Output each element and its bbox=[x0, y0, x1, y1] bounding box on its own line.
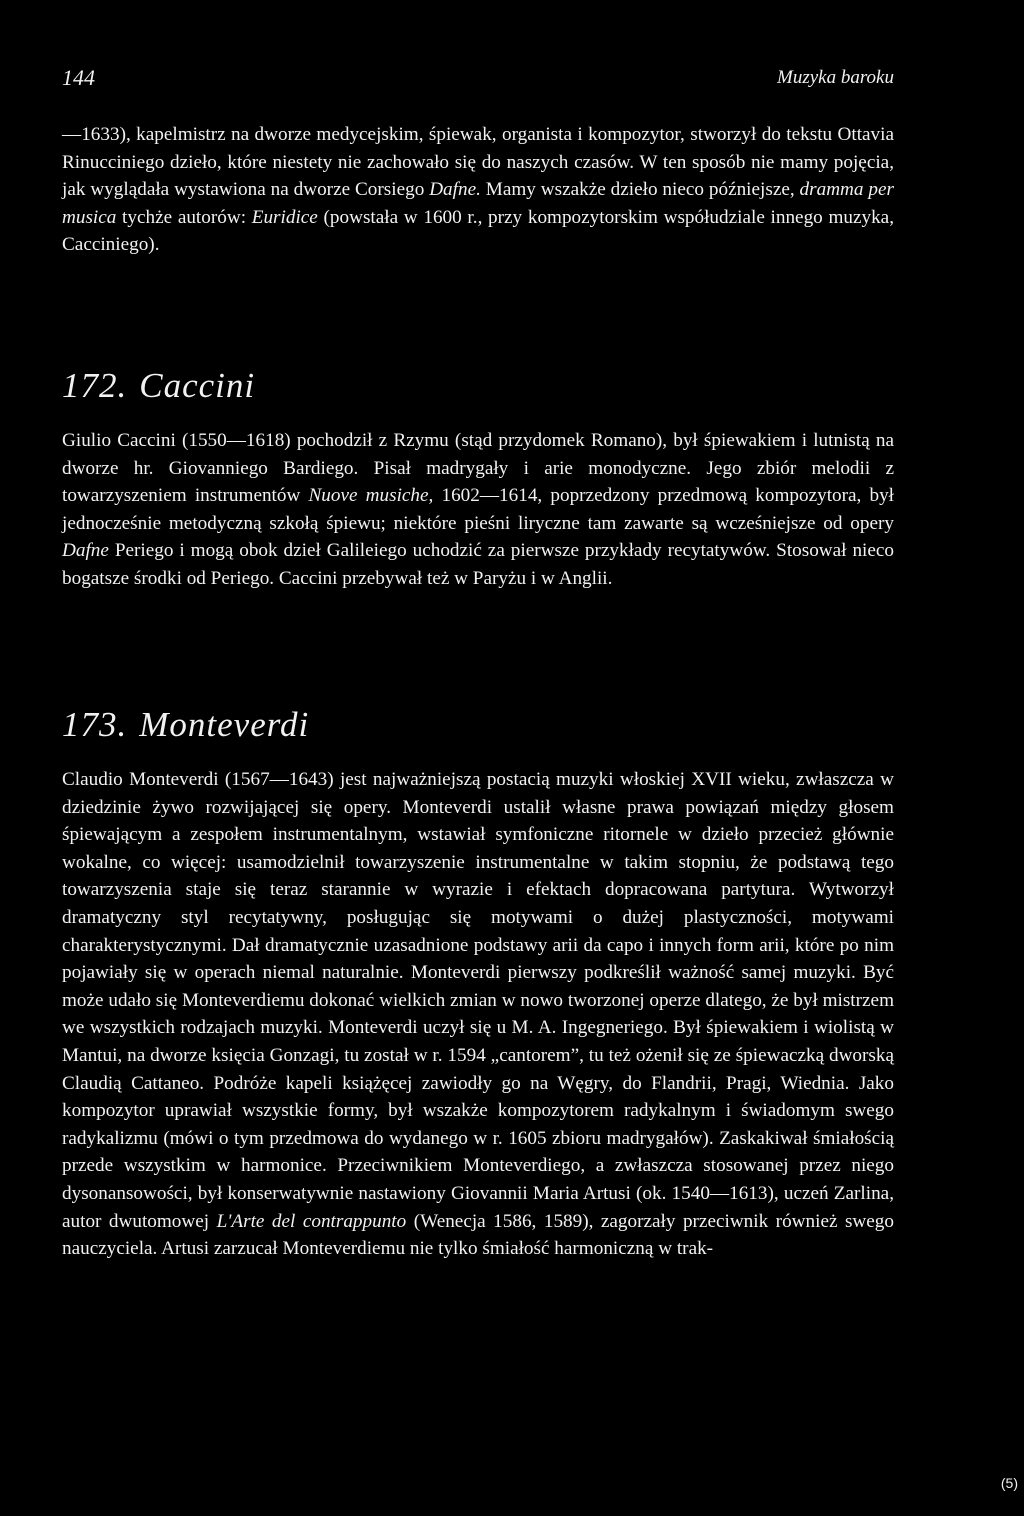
text-run: 1602—1614, poprzedzony przedmową kompozytora, był jednocześnie metodyczną szkołą śpiewu; niektóre pieśni liryczne tam zawarte są wcześniejsze od opery bbox=[62, 485, 894, 534]
work-title: Euridice bbox=[251, 206, 318, 228]
caccini-paragraph bbox=[62, 427, 894, 593]
work-title: Dafne. bbox=[429, 179, 481, 201]
book-page bbox=[62, 0, 894, 1516]
work-title: Dafne bbox=[62, 540, 109, 562]
section-number: 173. bbox=[62, 705, 128, 744]
monteverdi-paragraph bbox=[62, 766, 894, 1263]
intro-paragraph bbox=[62, 121, 894, 259]
page-number: 144 bbox=[62, 65, 95, 90]
section-title: Caccini bbox=[139, 366, 256, 405]
running-title: Muzyka baroku bbox=[777, 67, 894, 88]
section-heading-caccini bbox=[62, 366, 255, 406]
text-run: (Wenecja 1586, 1589), zagorzały przeciwnik również swego nauczyciela. Artusi zarzucał Monteverdiemu nie tylko śmiałość harmoniczną w trak- bbox=[62, 1210, 894, 1260]
signature-mark: (5) bbox=[1000, 1475, 1018, 1491]
text-run: Claudio Monteverdi (1567—1643) jest najważniejszą postacią muzyki włoskiej XVII wieku, zwłaszcza w dziedzinie żywo rozwijającej się opery. Monteverdi ustalił własne prawa powiązań między głosem śpiewającym a zespołem instrumentalnym, wstawiał symfoniczne ritornele w dzieło przecież głównie wokalne, co więcej: usamodzielnił towarzyszenie instrumentalne w takim stopniu, że podstawą tego towarzyszenia staje się teraz starannie w wyrazie i efektach dopracowana partytura. Wytworzył dramatyczny styl recytatywny, posługując się motywami o dużej plastyczności, motywami charakterystycznymi. Dał dramatycznie uzasadnione podstawy arii da capo i innych form arii, które po nim pojawiały się w operach niemal naturalnie. Monteverdi pierwszy podkreślił ważność samej muzyki. Być może udało się Monteverdiemu dokonać wielkich zmian w nowo tworzonej operze dlatego, że był mistrzem we wszystkich rodzajach muzyki. Monteverdi uczył się u M. A. Ingegneriego. Był śpiewakiem i wiolistą w Mantui, na dworze księcia Gonzagi, tu został w r. 1594 „cantorem”, tu też ożenił się ze śpiewaczką dworską Claudią Cattaneo. Podróże kapeli książęcej zawiodły go na Węgry, do Flandrii, Pragi, Wiednia. Jako kompozytor uprawiał wszystkie formy, był wszakże kompozytorem radykalnym i świadomym swego radykalizmu (mówi o tym przedmowa do wydanego w r. 1605 zbioru madrygałów). Zaskakiwał śmiałością przede wszystkim w harmonice. Przeciwnikiem Monteverdiego, a zwłaszcza stosowanej przez niego dysonansowości, był konserwatywnie nastawiony Giovannii Maria Artusi (ok. 1540—1613), uczeń Zarlina, autor dwutomowej bbox=[62, 769, 894, 1232]
text-run: tychże autorów: bbox=[116, 206, 252, 228]
text-run: Mamy wszakże dzieło nieco późniejsze, bbox=[480, 179, 800, 201]
work-title: Nuove musiche, bbox=[308, 485, 434, 507]
text-run: (powstała w 1600 r., przy kompozytorskim współudziale innego muzyka, Cacciniego). bbox=[62, 206, 894, 256]
section-number: 172. bbox=[62, 366, 128, 405]
text-run: —1633), kapelmistrz na dworze medycejskim, śpiewak, organista i kompozytor, stworzył do tekstu Ottavia Rinucciniego dzieło, które niestety nie zachowało się do naszych czasów. W ten sposób nie mamy pojęcia, jak wyglądała wystawiona na dworze Corsiego bbox=[62, 124, 894, 201]
text-run: Giulio Caccini (1550—1618) pochodził z Rzymu (stąd przydomek Romano), był śpiewakiem i lutnistą na dworze hr. Giovanniego Bardiego. Pisał madrygały i arie monodyczne. Jego zbiór melodii z towarzyszeniem instrumentów bbox=[62, 430, 894, 507]
running-head bbox=[62, 64, 894, 92]
genre-term: dramma per musica bbox=[62, 179, 894, 228]
text-run: Periego i mogą obok dzieł Galileiego uchodzić za pierwsze przykłady recytatywów. Stosował nieco bogatsze środki od Periego. Caccini przebywał też w Paryżu i w Anglii. bbox=[62, 540, 894, 589]
section-title: Monteverdi bbox=[139, 705, 310, 744]
work-title: L'Arte del contrappunto bbox=[216, 1210, 407, 1232]
section-heading-monteverdi bbox=[62, 705, 309, 745]
